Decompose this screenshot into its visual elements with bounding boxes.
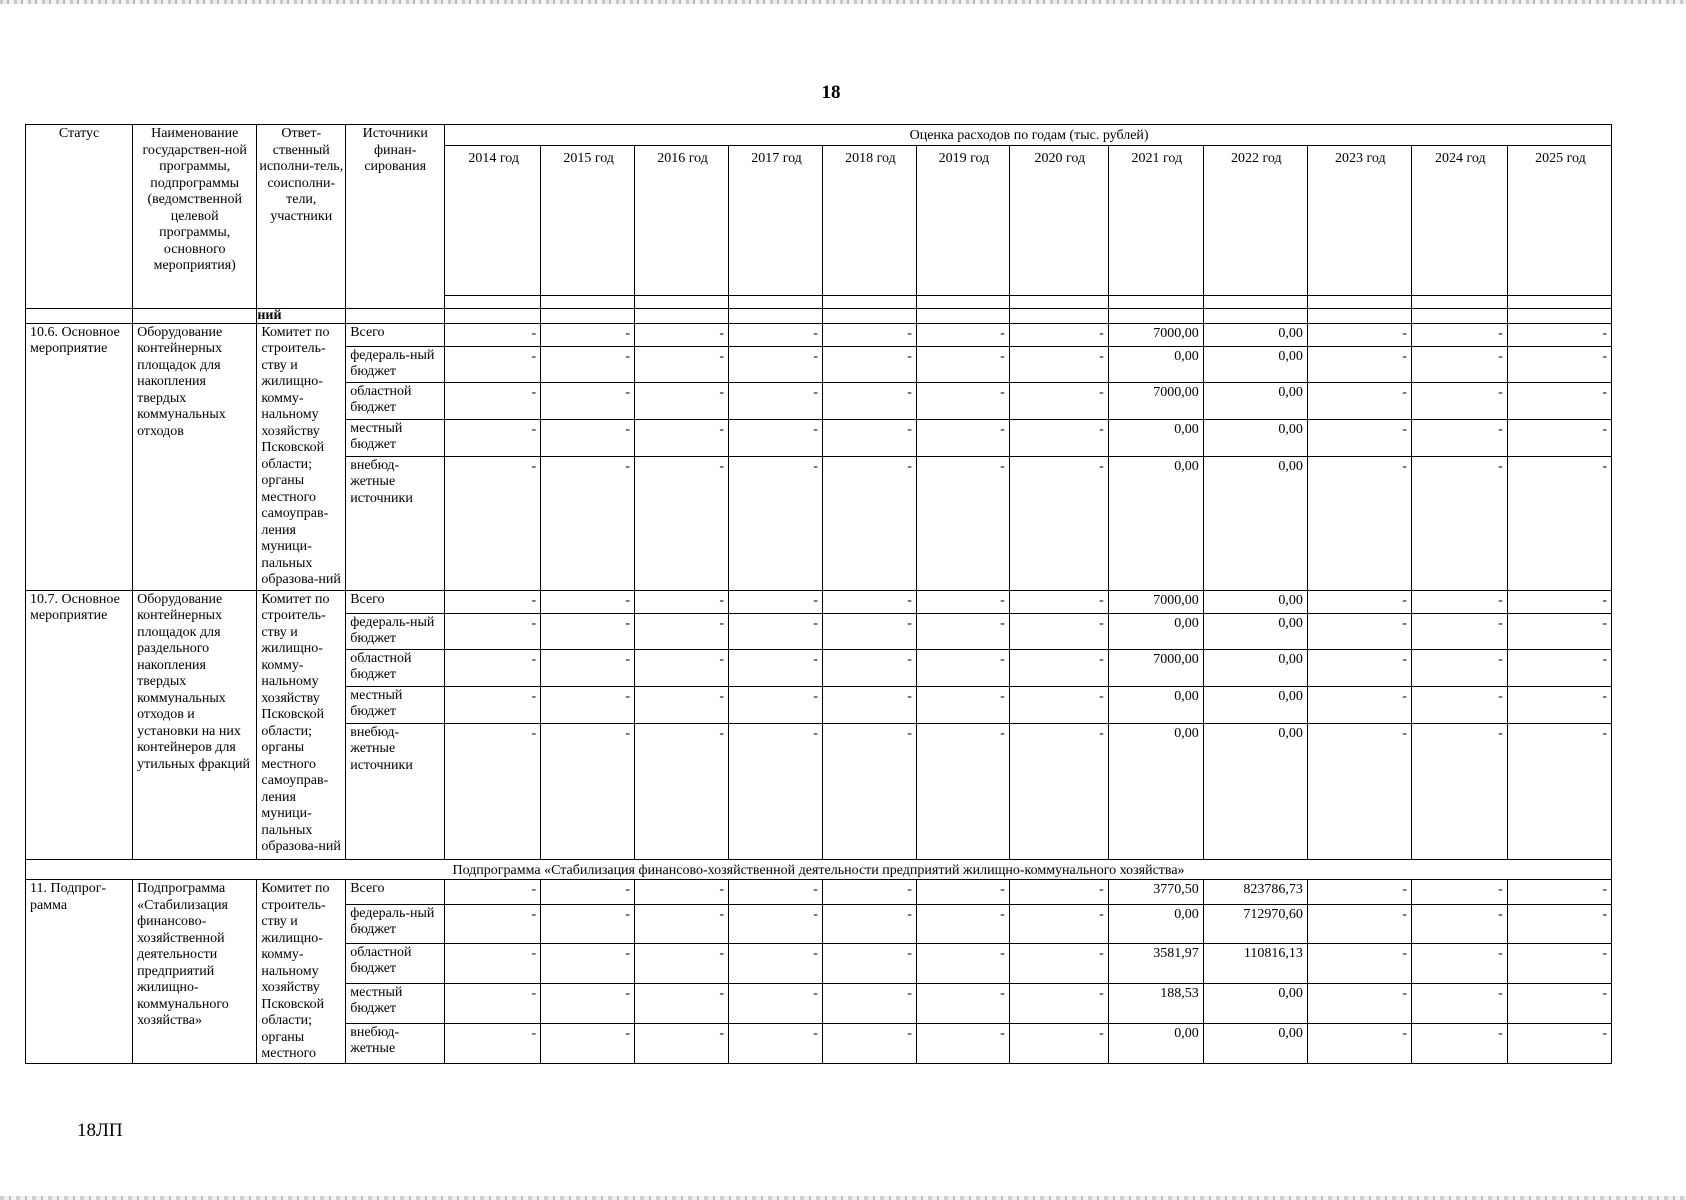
row-value-2017: -: [729, 382, 823, 419]
row-value-2020: -: [1009, 456, 1108, 590]
row-value-2016: -: [635, 346, 729, 382]
row-status: 10.7. Основное мероприятие: [26, 590, 133, 859]
row-value-2015: -: [541, 983, 635, 1023]
row-value-2023: -: [1307, 904, 1411, 943]
row-funding-source: Всего: [346, 590, 445, 613]
scan-edge-top: [0, 0, 1686, 4]
data-row: [26, 323, 1612, 346]
row-value-2015: -: [541, 904, 635, 943]
row-value-2014: -: [445, 723, 541, 859]
row-funding-source: областной бюджет: [346, 649, 445, 686]
row-value-2022: 110816,13: [1203, 943, 1307, 983]
row-value-2016: -: [635, 590, 729, 613]
row-value-2025: -: [1507, 419, 1611, 456]
row-value-2023: -: [1307, 590, 1411, 613]
header-gap-cell: [1009, 295, 1108, 308]
row-value-2021: 3770,50: [1108, 880, 1203, 905]
row-program-name: Подпрограмма «Стабилизация финансово-хозяйственной деятельности предприятий жилищно-коммунального хозяйства»: [133, 880, 257, 1064]
header-year-2024: 2024 год: [1411, 145, 1507, 295]
row-value-2022: 0,00: [1203, 723, 1307, 859]
row-value-2015: -: [541, 613, 635, 649]
row-value-2014: -: [445, 346, 541, 382]
header-gap-cell: [1108, 295, 1203, 308]
header-row-top: [26, 125, 1612, 146]
row-value-2021: 7000,00: [1108, 590, 1203, 613]
row-funding-source: внебюд-жетные источники: [346, 456, 445, 590]
row-value-2025: -: [1507, 649, 1611, 686]
row-value-2017: -: [729, 943, 823, 983]
row-value-2024: -: [1411, 904, 1507, 943]
row-value-2018: -: [822, 904, 916, 943]
scan-edge-bottom: [0, 1196, 1686, 1200]
row-value-2025: -: [1507, 983, 1611, 1023]
row-value-2014: -: [445, 943, 541, 983]
row-value-2021: 0,00: [1108, 1023, 1203, 1063]
row-value-2022: 0,00: [1203, 382, 1307, 419]
row-value-2021: 0,00: [1108, 686, 1203, 723]
row-value-2017: -: [729, 1023, 823, 1063]
header-year-2025: 2025 год: [1507, 145, 1611, 295]
row-value-2014: -: [445, 904, 541, 943]
row-value-2022: 712970,60: [1203, 904, 1307, 943]
header-year-2015: 2015 год: [541, 145, 635, 295]
header-year-2020: 2020 год: [1009, 145, 1108, 295]
row-value-2025: -: [1507, 723, 1611, 859]
row-value-2022: 0,00: [1203, 323, 1307, 346]
header-sources: Источники финан-сирования: [346, 125, 445, 309]
row-value-2021: 0,00: [1108, 456, 1203, 590]
row-value-2020: -: [1009, 686, 1108, 723]
row-value-2016: -: [635, 943, 729, 983]
header-gap-cell: [1203, 295, 1307, 308]
row-value-2024: -: [1411, 983, 1507, 1023]
row-value-2019: -: [916, 456, 1009, 590]
row-value-2018: -: [822, 686, 916, 723]
row-value-2017: -: [729, 983, 823, 1023]
row-value-2016: -: [635, 613, 729, 649]
row-value-2023: -: [1307, 419, 1411, 456]
row-value-2019: -: [916, 613, 1009, 649]
row-value-2019: -: [916, 1023, 1009, 1063]
row-value-2021: 188,53: [1108, 983, 1203, 1023]
data-row: [26, 590, 1612, 613]
row-value-2021: 0,00: [1108, 613, 1203, 649]
row-value-2019: -: [916, 346, 1009, 382]
row-value-2022: 0,00: [1203, 613, 1307, 649]
row-funding-source: внебюд-жетные: [346, 1023, 445, 1063]
row-value-2025: -: [1507, 323, 1611, 346]
row-value-2024: -: [1411, 590, 1507, 613]
row-value-2018: -: [822, 456, 916, 590]
row-value-2023: -: [1307, 943, 1411, 983]
row-value-2024: -: [1411, 382, 1507, 419]
row-value-2022: 0,00: [1203, 686, 1307, 723]
header-year-2018: 2018 год: [822, 145, 916, 295]
row-value-2024: -: [1411, 419, 1507, 456]
row-value-2025: -: [1507, 346, 1611, 382]
row-value-2020: -: [1009, 590, 1108, 613]
header-year-2019: 2019 год: [916, 145, 1009, 295]
row-status: 10.6. Основное мероприятие: [26, 323, 133, 590]
header-gap-cell: [729, 295, 823, 308]
row-value-2021: 7000,00: [1108, 382, 1203, 419]
row-value-2019: -: [916, 983, 1009, 1023]
row-value-2014: -: [445, 686, 541, 723]
row-value-2022: 823786,73: [1203, 880, 1307, 905]
row-value-2017: -: [729, 346, 823, 382]
row-value-2016: -: [635, 323, 729, 346]
row-value-2014: -: [445, 382, 541, 419]
row-value-2016: -: [635, 1023, 729, 1063]
row-value-2018: -: [822, 880, 916, 905]
row-value-2014: -: [445, 613, 541, 649]
row-value-2017: -: [729, 419, 823, 456]
row-value-2022: 0,00: [1203, 590, 1307, 613]
row-value-2015: -: [541, 382, 635, 419]
row-value-2023: -: [1307, 323, 1411, 346]
row-funding-source: федераль-ный бюджет: [346, 613, 445, 649]
header-year-2016: 2016 год: [635, 145, 729, 295]
row-value-2021: 7000,00: [1108, 649, 1203, 686]
row-value-2023: -: [1307, 880, 1411, 905]
row-value-2020: -: [1009, 983, 1108, 1023]
row-value-2024: -: [1411, 880, 1507, 905]
row-value-2018: -: [822, 419, 916, 456]
row-value-2021: 0,00: [1108, 723, 1203, 859]
row-value-2020: -: [1009, 323, 1108, 346]
row-value-2022: 0,00: [1203, 346, 1307, 382]
row-value-2020: -: [1009, 419, 1108, 456]
row-value-2023: -: [1307, 723, 1411, 859]
row-value-2016: -: [635, 456, 729, 590]
header-year-2022: 2022 год: [1203, 145, 1307, 295]
row-value-2017: -: [729, 613, 823, 649]
block-10-7: [26, 590, 1612, 859]
row-value-2014: -: [445, 590, 541, 613]
section-header-row: [26, 859, 1612, 880]
header-year-2021: 2021 год: [1108, 145, 1203, 295]
row-value-2017: -: [729, 686, 823, 723]
row-funding-source: Всего: [346, 323, 445, 346]
row-value-2025: -: [1507, 880, 1611, 905]
header-year-2023: 2023 год: [1307, 145, 1411, 295]
row-value-2021: 0,00: [1108, 346, 1203, 382]
block-10-6: [26, 323, 1612, 590]
block-subprogram-11: [26, 880, 1612, 1064]
row-value-2025: -: [1507, 943, 1611, 983]
header-status: Статус: [26, 125, 133, 309]
row-value-2015: -: [541, 323, 635, 346]
row-funding-source: местный бюджет: [346, 983, 445, 1023]
row-value-2024: -: [1411, 456, 1507, 590]
row-program-name: Оборудование контейнерных площадок для раздельного накопления твердых коммунальных отходов и установки на них контейнеров для утильных фракций: [133, 590, 257, 859]
row-value-2025: -: [1507, 613, 1611, 649]
header-gap-cell: [445, 295, 541, 308]
row-value-2017: -: [729, 323, 823, 346]
row-value-2019: -: [916, 590, 1009, 613]
row-value-2017: -: [729, 880, 823, 905]
row-value-2014: -: [445, 323, 541, 346]
row-value-2017: -: [729, 904, 823, 943]
row-value-2016: -: [635, 382, 729, 419]
row-value-2023: -: [1307, 613, 1411, 649]
row-value-2025: -: [1507, 1023, 1611, 1063]
row-value-2020: -: [1009, 1023, 1108, 1063]
row-value-2015: -: [541, 419, 635, 456]
row-value-2020: -: [1009, 723, 1108, 859]
row-executor: Комитет по строитель-ству и жилищно-комму-нальному хозяйству Псковской области; органы местного самоуправ-ления муници-пальных образова-ний: [257, 323, 346, 590]
header-year-2014: 2014 год: [445, 145, 541, 295]
row-funding-source: внебюд-жетные источники: [346, 723, 445, 859]
row-funding-source: Всего: [346, 880, 445, 905]
row-value-2019: -: [916, 323, 1009, 346]
page-number: 18: [821, 82, 841, 103]
row-value-2019: -: [916, 686, 1009, 723]
row-value-2021: 7000,00: [1108, 323, 1203, 346]
row-executor: Комитет по строитель-ству и жилищно-комму-нальному хозяйству Псковской области; органы местного: [257, 880, 346, 1064]
row-value-2022: 0,00: [1203, 1023, 1307, 1063]
row-value-2015: -: [541, 1023, 635, 1063]
header-executor: Ответ-ственный исполни-тель, соисполни-тели, участники: [257, 125, 346, 309]
row-value-2018: -: [822, 1023, 916, 1063]
row-value-2024: -: [1411, 649, 1507, 686]
row-value-2024: -: [1411, 1023, 1507, 1063]
row-value-2020: -: [1009, 880, 1108, 905]
header-gap-cell: [1507, 295, 1611, 308]
header-gap-cell: [1411, 295, 1507, 308]
row-value-2020: -: [1009, 943, 1108, 983]
data-row: [26, 880, 1612, 905]
row-value-2019: -: [916, 649, 1009, 686]
row-funding-source: областной бюджет: [346, 943, 445, 983]
row-funding-source: местный бюджет: [346, 686, 445, 723]
row-value-2016: -: [635, 983, 729, 1023]
row-value-2021: 3581,97: [1108, 943, 1203, 983]
row-value-2020: -: [1009, 346, 1108, 382]
header-gap-cell: [1307, 295, 1411, 308]
row-value-2025: -: [1507, 456, 1611, 590]
row-value-2015: -: [541, 590, 635, 613]
row-value-2025: -: [1507, 590, 1611, 613]
row-value-2024: -: [1411, 686, 1507, 723]
row-value-2017: -: [729, 723, 823, 859]
row-value-2023: -: [1307, 649, 1411, 686]
row-value-2016: -: [635, 649, 729, 686]
header-gap-cell: [541, 295, 635, 308]
row-value-2014: -: [445, 419, 541, 456]
row-value-2024: -: [1411, 723, 1507, 859]
row-value-2024: -: [1411, 323, 1507, 346]
row-value-2015: -: [541, 723, 635, 859]
row-value-2019: -: [916, 723, 1009, 859]
row-value-2015: -: [541, 943, 635, 983]
row-value-2023: -: [1307, 382, 1411, 419]
row-value-2018: -: [822, 382, 916, 419]
row-value-2018: -: [822, 590, 916, 613]
row-value-2019: -: [916, 419, 1009, 456]
row-value-2021: 0,00: [1108, 419, 1203, 456]
row-program-name: Оборудование контейнерных площадок для накопления твердых коммунальных отходов: [133, 323, 257, 590]
row-value-2015: -: [541, 880, 635, 905]
row-value-2018: -: [822, 983, 916, 1023]
row-value-2023: -: [1307, 686, 1411, 723]
row-executor: Комитет по строитель-ству и жилищно-комму-нальному хозяйству Псковской области; органы местного самоуправ-ления муници-пальных образова-ний: [257, 590, 346, 859]
row-value-2019: -: [916, 943, 1009, 983]
row-value-2016: -: [635, 419, 729, 456]
row-value-2025: -: [1507, 382, 1611, 419]
row-value-2016: -: [635, 686, 729, 723]
row-value-2024: -: [1411, 613, 1507, 649]
row-value-2017: -: [729, 456, 823, 590]
row-value-2023: -: [1307, 983, 1411, 1023]
row-value-2020: -: [1009, 382, 1108, 419]
row-value-2014: -: [445, 983, 541, 1023]
header-expense-estimate: Оценка расходов по годам (тыс. рублей): [445, 125, 1612, 146]
row-value-2015: -: [541, 346, 635, 382]
expenditure-table: [25, 124, 1612, 1064]
row-value-2019: -: [916, 904, 1009, 943]
header-continuation-row: [26, 308, 1612, 323]
row-value-2020: -: [1009, 613, 1108, 649]
header-year-2017: 2017 год: [729, 145, 823, 295]
header-gap-cell: [635, 295, 729, 308]
row-value-2015: -: [541, 456, 635, 590]
row-funding-source: федераль-ный бюджет: [346, 904, 445, 943]
row-funding-source: областной бюджет: [346, 382, 445, 419]
row-value-2021: 0,00: [1108, 904, 1203, 943]
row-value-2020: -: [1009, 649, 1108, 686]
row-value-2020: -: [1009, 904, 1108, 943]
row-value-2022: 0,00: [1203, 983, 1307, 1023]
header-program-name: Наименование государствен-ной программы, подпрограммы (ведомственной целевой программы, основного мероприятия): [133, 125, 257, 309]
row-value-2014: -: [445, 880, 541, 905]
row-value-2017: -: [729, 649, 823, 686]
row-value-2016: -: [635, 880, 729, 905]
row-value-2025: -: [1507, 686, 1611, 723]
row-value-2022: 0,00: [1203, 456, 1307, 590]
row-value-2018: -: [822, 323, 916, 346]
header-continuation-text: ний: [257, 308, 346, 323]
row-value-2019: -: [916, 382, 1009, 419]
row-value-2014: -: [445, 456, 541, 590]
row-value-2018: -: [822, 613, 916, 649]
row-value-2024: -: [1411, 943, 1507, 983]
row-value-2019: -: [916, 880, 1009, 905]
row-value-2025: -: [1507, 904, 1611, 943]
row-value-2014: -: [445, 1023, 541, 1063]
row-value-2015: -: [541, 649, 635, 686]
row-value-2022: 0,00: [1203, 419, 1307, 456]
row-value-2017: -: [729, 590, 823, 613]
row-funding-source: федераль-ный бюджет: [346, 346, 445, 382]
row-value-2018: -: [822, 943, 916, 983]
row-value-2023: -: [1307, 346, 1411, 382]
row-funding-source: местный бюджет: [346, 419, 445, 456]
row-value-2014: -: [445, 649, 541, 686]
document-code: 18ЛП: [77, 1120, 123, 1141]
row-value-2018: -: [822, 346, 916, 382]
row-value-2016: -: [635, 904, 729, 943]
row-value-2023: -: [1307, 1023, 1411, 1063]
row-value-2023: -: [1307, 456, 1411, 590]
row-value-2024: -: [1411, 346, 1507, 382]
row-status: 11. Подпрог-рамма: [26, 880, 133, 1064]
row-value-2015: -: [541, 686, 635, 723]
row-value-2022: 0,00: [1203, 649, 1307, 686]
row-value-2016: -: [635, 723, 729, 859]
header-gap-cell: [916, 295, 1009, 308]
row-value-2018: -: [822, 723, 916, 859]
section-title-subprogram-11: Подпрограмма «Стабилизация финансово-хозяйственной деятельности предприятий жилищно-коммунального хозяйства»: [26, 859, 1612, 880]
header-gap-cell: [822, 295, 916, 308]
row-value-2018: -: [822, 649, 916, 686]
